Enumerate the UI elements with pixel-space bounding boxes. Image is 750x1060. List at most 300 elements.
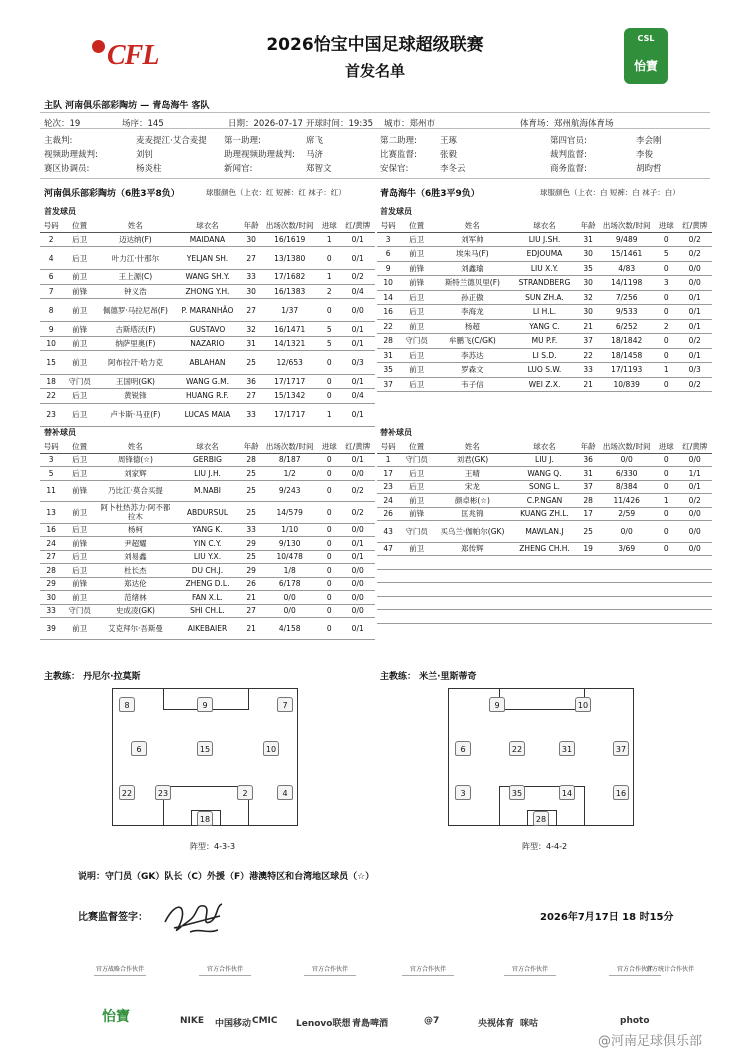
table-row	[40, 523, 375, 537]
table-row	[377, 348, 712, 363]
table-cell: 37	[377, 377, 399, 392]
table-cell: 26	[241, 577, 261, 591]
match-teams-line: 主队 河南俱乐部彩陶坊 — 青岛海牛 客队	[44, 101, 210, 111]
table-cell: 17/1717	[261, 374, 318, 389]
player-shirt: 10	[575, 697, 591, 712]
table-cell: 阿卜杜热苏力·阿不都拉木	[97, 502, 174, 524]
table-cell: 0	[318, 374, 340, 389]
table-cell: 后卫	[399, 232, 434, 247]
official-role: 第四官员:	[550, 136, 587, 146]
table-cell: 0/1	[677, 348, 712, 363]
official-role: 助理视频助理裁判:	[224, 150, 295, 160]
table-cell: 9/489	[598, 232, 655, 247]
table-row	[40, 550, 375, 564]
table-cell: 0/2	[340, 270, 375, 285]
home-starters-heading: 首发球员	[44, 207, 76, 216]
table-cell: 0/2	[677, 377, 712, 392]
column-header: 红/黄牌	[340, 441, 375, 453]
table-cell	[655, 610, 677, 624]
table-cell: 18	[40, 374, 62, 389]
official-name: 麦麦提江·艾合麦提	[136, 136, 207, 146]
table-cell: 0/0	[340, 467, 375, 481]
table-cell: 14/1198	[598, 276, 655, 291]
table-cell: 5	[655, 247, 677, 262]
table-cell: 0/1	[340, 537, 375, 551]
table-cell: 28	[40, 564, 62, 578]
column-header: 位置	[399, 220, 434, 232]
table-cell: 后卫	[62, 247, 97, 270]
table-cell: 6/178	[261, 577, 318, 591]
table-cell	[598, 569, 655, 583]
table-cell: 6/252	[598, 319, 655, 334]
table-cell: 前卫	[62, 618, 97, 640]
official-role: 安保官:	[380, 164, 409, 174]
table-cell: 27	[241, 389, 261, 404]
away-formation-pitch	[448, 688, 634, 826]
table-cell: 0/0	[261, 604, 318, 618]
table-cell: 孙正傲	[434, 290, 511, 305]
table-cell: WEI Z.X.	[511, 377, 578, 392]
table-cell: 4/83	[598, 261, 655, 276]
column-header: 姓名	[97, 220, 174, 232]
table-cell: FAN X.L.	[174, 591, 241, 605]
table-cell: 0	[655, 467, 677, 481]
table-cell: ZHENG CH.H.	[511, 542, 578, 556]
table-cell: 后卫	[399, 377, 434, 392]
table-cell: 后卫	[399, 348, 434, 363]
table-row	[40, 480, 375, 502]
official-role: 新闻官:	[224, 164, 253, 174]
table-cell: 0/0	[677, 521, 712, 543]
table-cell: 21	[578, 377, 598, 392]
table-cell: 0/0	[677, 261, 712, 276]
column-header: 进球	[318, 220, 340, 232]
table-cell: 后卫	[62, 467, 97, 481]
table-cell: ABDURSUL	[174, 502, 241, 524]
table-cell: 12/653	[261, 351, 318, 374]
table-cell: 27	[241, 299, 261, 322]
table-cell: GUSTAVO	[174, 322, 241, 337]
column-header: 年龄	[578, 441, 598, 453]
table-cell: 21	[578, 319, 598, 334]
table-cell	[598, 610, 655, 624]
table-cell: LUCAS MAIA	[174, 403, 241, 426]
table-cell: 前锋	[399, 276, 434, 291]
table-cell: NAZARIO	[174, 336, 241, 351]
table-cell: YANG K.	[174, 523, 241, 537]
table-cell: 0/1	[340, 232, 375, 247]
table-cell: 16	[40, 523, 62, 537]
table-cell: 王国明(GK)	[97, 374, 174, 389]
table-cell: KUANG ZH.L.	[511, 507, 578, 521]
table-cell: 宋龙	[434, 480, 511, 494]
table-cell: 4/158	[261, 618, 318, 640]
table-cell: MAWLAN.J	[511, 521, 578, 543]
table-row	[40, 284, 375, 299]
sponsor-tile: 官方合作伙伴	[311, 966, 348, 973]
table-cell: 0/0	[598, 521, 655, 543]
table-cell: 0	[318, 467, 340, 481]
table-cell: 0	[318, 299, 340, 322]
table-cell	[677, 596, 712, 610]
official-name: 李俊	[636, 150, 654, 160]
official-role: 第二助理:	[380, 136, 417, 146]
table-cell	[677, 610, 712, 624]
away-formation: 阵型：4-4-2	[522, 842, 568, 851]
table-cell: SONG L.	[511, 480, 578, 494]
table-cell: WANG G.M.	[174, 374, 241, 389]
player-shirt: 37	[613, 741, 629, 756]
official-name: 杨炎柱	[136, 164, 162, 174]
table-cell: 前卫	[62, 336, 97, 351]
table-cell: 牟鹏飞(C/GK)	[434, 334, 511, 349]
sponsor-tile: 官方合作伙伴	[616, 966, 653, 973]
away-coach: 主教练： 米兰·里斯蒂奇	[380, 672, 477, 682]
table-cell: 0/0	[340, 299, 375, 322]
table-cell: 8/384	[598, 480, 655, 494]
column-header: 进球	[655, 220, 677, 232]
table-cell: 37	[578, 480, 598, 494]
table-cell: LIU J.H.	[174, 467, 241, 481]
table-cell: 后卫	[399, 290, 434, 305]
table-cell: 27	[241, 604, 261, 618]
table-cell	[434, 583, 511, 597]
column-header: 姓名	[434, 441, 511, 453]
table-cell: 守门员	[62, 374, 97, 389]
table-cell: 2/59	[598, 507, 655, 521]
table-cell: 0/0	[261, 591, 318, 605]
table-row	[377, 596, 712, 610]
table-cell: 28	[377, 334, 399, 349]
table-cell: 后卫	[62, 523, 97, 537]
table-cell: 17/1717	[261, 403, 318, 426]
table-row	[40, 270, 375, 285]
table-row	[377, 276, 712, 291]
table-cell: 0/2	[340, 480, 375, 502]
table-cell	[399, 610, 434, 624]
table-row	[40, 403, 375, 426]
table-cell: 3	[40, 453, 62, 467]
home-kit-colors: 球服颜色（上衣：红 短裤：红 袜子：红）	[206, 188, 346, 197]
table-cell: 1	[318, 270, 340, 285]
table-cell: 0	[655, 453, 677, 467]
signature-label: 比赛监督签字：	[78, 912, 148, 923]
signature-image	[160, 892, 230, 942]
divider	[40, 178, 710, 179]
table-cell: 0	[318, 389, 340, 404]
table-row	[377, 610, 712, 624]
table-cell: LIU J.SH.	[511, 232, 578, 247]
table-cell: 后卫	[62, 453, 97, 467]
table-cell: 15	[40, 351, 62, 374]
official-role: 第一助理:	[224, 136, 261, 146]
table-row	[377, 467, 712, 481]
column-header: 位置	[62, 441, 97, 453]
table-cell: LIU X.Y.	[511, 261, 578, 276]
table-cell: LIU Y.X.	[174, 550, 241, 564]
table-row	[377, 480, 712, 494]
column-header: 姓名	[97, 441, 174, 453]
table-cell: 0/0	[677, 276, 712, 291]
column-header: 球衣名	[174, 441, 241, 453]
table-row	[40, 389, 375, 404]
table-cell: YIN C.Y.	[174, 537, 241, 551]
column-header: 位置	[62, 220, 97, 232]
table-cell: 前卫	[399, 319, 434, 334]
table-cell: 3	[655, 276, 677, 291]
table-cell: 23	[377, 480, 399, 494]
table-cell: 43	[377, 521, 399, 543]
table-cell: 前锋	[62, 577, 97, 591]
table-row	[377, 232, 712, 247]
match-info-item: 日期：2026-07-17	[228, 119, 303, 129]
player-shirt: 22	[119, 785, 135, 800]
table-cell: 18/1458	[598, 348, 655, 363]
table-cell: 李海龙	[434, 305, 511, 320]
table-row	[377, 377, 712, 392]
away-subs-table	[377, 441, 712, 624]
table-cell: 10	[40, 336, 62, 351]
table-cell: 17/1193	[598, 363, 655, 378]
table-cell: 13	[40, 502, 62, 524]
table-row	[377, 542, 712, 556]
table-cell: 32	[241, 322, 261, 337]
player-shirt: 16	[613, 785, 629, 800]
table-cell: 后卫	[62, 564, 97, 578]
table-cell: 0	[318, 351, 340, 374]
table-cell: MU P.F.	[511, 334, 578, 349]
table-cell: 0	[655, 480, 677, 494]
table-cell: 范绪林	[97, 591, 174, 605]
table-cell: WANG Q.	[511, 467, 578, 481]
table-cell: 0	[318, 577, 340, 591]
table-cell: 0/0	[677, 453, 712, 467]
column-header: 进球	[318, 441, 340, 453]
table-cell: 21	[241, 591, 261, 605]
table-cell: 0/1	[340, 336, 375, 351]
sponsor-tile: 官方统计合作伙伴	[645, 966, 694, 973]
table-cell	[511, 583, 578, 597]
table-row	[377, 507, 712, 521]
column-header: 进球	[655, 441, 677, 453]
table-cell: 24	[377, 494, 399, 508]
table-cell: 31	[578, 467, 598, 481]
table-cell: 尹超耀	[97, 537, 174, 551]
table-cell	[511, 556, 578, 570]
table-cell: 0/2	[677, 494, 712, 508]
column-header: 号码	[40, 220, 62, 232]
column-header: 出场次数/时间	[261, 220, 318, 232]
table-row	[40, 564, 375, 578]
table-row	[377, 569, 712, 583]
table-cell: 28	[241, 453, 261, 467]
table-row	[377, 521, 712, 543]
table-cell: 30	[578, 305, 598, 320]
player-shirt: 9	[197, 697, 213, 712]
table-row	[377, 583, 712, 597]
table-cell: 8	[40, 299, 62, 322]
table-cell: 0/4	[340, 389, 375, 404]
table-cell	[655, 569, 677, 583]
table-row	[40, 577, 375, 591]
table-cell	[655, 583, 677, 597]
table-cell: 1	[655, 494, 677, 508]
table-cell: 前锋	[62, 480, 97, 502]
table-cell: 7/256	[598, 290, 655, 305]
table-cell: 王上源(C)	[97, 270, 174, 285]
match-info-item: 轮次：19	[44, 119, 81, 129]
away-subs-heading: 替补球员	[380, 428, 412, 437]
table-cell: 14/579	[261, 502, 318, 524]
table-cell	[377, 569, 399, 583]
table-cell: 1/1	[677, 467, 712, 481]
table-cell: 1/2	[261, 467, 318, 481]
table-cell: 0	[318, 247, 340, 270]
sponsor-logo: @7	[424, 1016, 440, 1026]
table-cell: 1/37	[261, 299, 318, 322]
table-cell	[511, 610, 578, 624]
table-cell: 0/1	[340, 618, 375, 640]
table-cell: 39	[40, 618, 62, 640]
column-header: 年龄	[241, 220, 261, 232]
table-cell: 10	[377, 276, 399, 291]
table-cell: GERBIG	[174, 453, 241, 467]
sponsor-tile-line	[402, 975, 454, 976]
official-role: 商务监督:	[550, 164, 587, 174]
table-cell: SHI CH.L.	[174, 604, 241, 618]
column-header: 球衣名	[174, 220, 241, 232]
table-cell: 47	[377, 542, 399, 556]
home-formation: 阵型：4-3-3	[190, 842, 236, 851]
table-cell: 黄锐锋	[97, 389, 174, 404]
table-cell: 刘家辉	[97, 467, 174, 481]
column-header: 号码	[377, 441, 399, 453]
table-cell: 前锋	[399, 507, 434, 521]
table-cell: 27	[241, 247, 261, 270]
table-cell: 0/1	[340, 247, 375, 270]
table-cell: 守门员	[399, 453, 434, 467]
table-cell	[598, 556, 655, 570]
table-row	[40, 502, 375, 524]
page-subtitle: 首发名单	[344, 62, 405, 80]
table-row	[40, 351, 375, 374]
table-cell: 25	[241, 550, 261, 564]
table-cell: 25	[241, 351, 261, 374]
table-cell: 6	[377, 247, 399, 262]
table-row	[40, 247, 375, 270]
table-cell: 0/1	[677, 305, 712, 320]
table-cell: 0	[318, 618, 340, 640]
table-cell: 16/1619	[261, 232, 318, 247]
table-cell: 刘鑫瑜	[434, 261, 511, 276]
table-cell: 前卫	[62, 502, 97, 524]
table-cell: 33	[578, 363, 598, 378]
table-cell: 古斯塔沃(F)	[97, 322, 174, 337]
table-cell	[377, 556, 399, 570]
home-formation-pitch	[112, 688, 298, 826]
sponsor-logo: 央视体育	[478, 1019, 515, 1029]
column-header: 球衣名	[511, 220, 578, 232]
table-cell: 0/2	[340, 502, 375, 524]
table-cell: 0	[655, 305, 677, 320]
table-cell: 前卫	[399, 247, 434, 262]
table-cell: 30	[241, 232, 261, 247]
player-shirt: 31	[559, 741, 575, 756]
table-cell	[655, 596, 677, 610]
official-name: 刘钊	[136, 150, 154, 160]
table-cell: 刘君(GK)	[434, 453, 511, 467]
table-cell: 王晴	[434, 467, 511, 481]
table-cell	[399, 569, 434, 583]
home-coach: 主教练： 丹尼尔·拉莫斯	[44, 672, 141, 682]
table-row	[377, 363, 712, 378]
sponsor-tile: 官方合作伙伴	[511, 966, 548, 973]
away-starters-heading: 首发球员	[380, 207, 412, 216]
table-cell: 14/1321	[261, 336, 318, 351]
table-cell: 25	[241, 502, 261, 524]
match-info-item: 体育场：郑州航海体育场	[520, 119, 614, 129]
sponsor-logo: NIKE	[180, 1016, 205, 1026]
table-cell: 10/839	[598, 377, 655, 392]
match-info-item: 城市：郑州市	[384, 119, 436, 129]
table-row	[377, 556, 712, 570]
sponsor-logo: CMIC	[252, 1016, 278, 1026]
table-cell: 乃比江·莫合买提	[97, 480, 174, 502]
table-cell	[677, 583, 712, 597]
column-header: 姓名	[434, 220, 511, 232]
table-cell: 纳萨里奥(F)	[97, 336, 174, 351]
table-cell: 佩德罗·马拉尼昂(F)	[97, 299, 174, 322]
table-cell: 1/8	[261, 564, 318, 578]
watermark: @河南足球俱乐部	[598, 1034, 703, 1049]
table-cell: 0	[655, 348, 677, 363]
column-header: 号码	[40, 441, 62, 453]
away-starters-table	[377, 220, 712, 392]
official-name: 胡昀哲	[636, 164, 662, 174]
official-name: 李会刚	[636, 136, 662, 146]
column-header: 年龄	[241, 441, 261, 453]
column-header: 年龄	[578, 220, 598, 232]
table-cell: 33	[40, 604, 62, 618]
sponsor-tile: 官方战略合作伙伴	[95, 966, 144, 973]
table-cell: 韦子信	[434, 377, 511, 392]
table-cell	[578, 569, 598, 583]
table-cell: 25	[241, 467, 261, 481]
table-cell: 罗森文	[434, 363, 511, 378]
table-cell: 18/1842	[598, 334, 655, 349]
table-cell: 2	[40, 232, 62, 247]
table-cell: 钟义浩	[97, 284, 174, 299]
table-cell: 13/1380	[261, 247, 318, 270]
column-header: 红/黄牌	[340, 220, 375, 232]
table-cell: 后卫	[62, 232, 97, 247]
table-cell: 艾克拜尔·吾斯曼	[97, 618, 174, 640]
table-cell: 0	[318, 480, 340, 502]
table-cell: 郑达伦	[97, 577, 174, 591]
table-cell: 守门员	[399, 521, 434, 543]
table-cell	[511, 596, 578, 610]
table-cell: 阿布拉汗·哈力克	[97, 351, 174, 374]
table-row	[377, 334, 712, 349]
table-cell	[578, 596, 598, 610]
table-cell: 1	[318, 232, 340, 247]
official-role: 裁判监督:	[550, 150, 587, 160]
table-cell: 0	[655, 377, 677, 392]
table-cell: 杨超	[434, 319, 511, 334]
table-cell: 后卫	[399, 305, 434, 320]
table-row	[40, 591, 375, 605]
column-header: 球衣名	[511, 441, 578, 453]
